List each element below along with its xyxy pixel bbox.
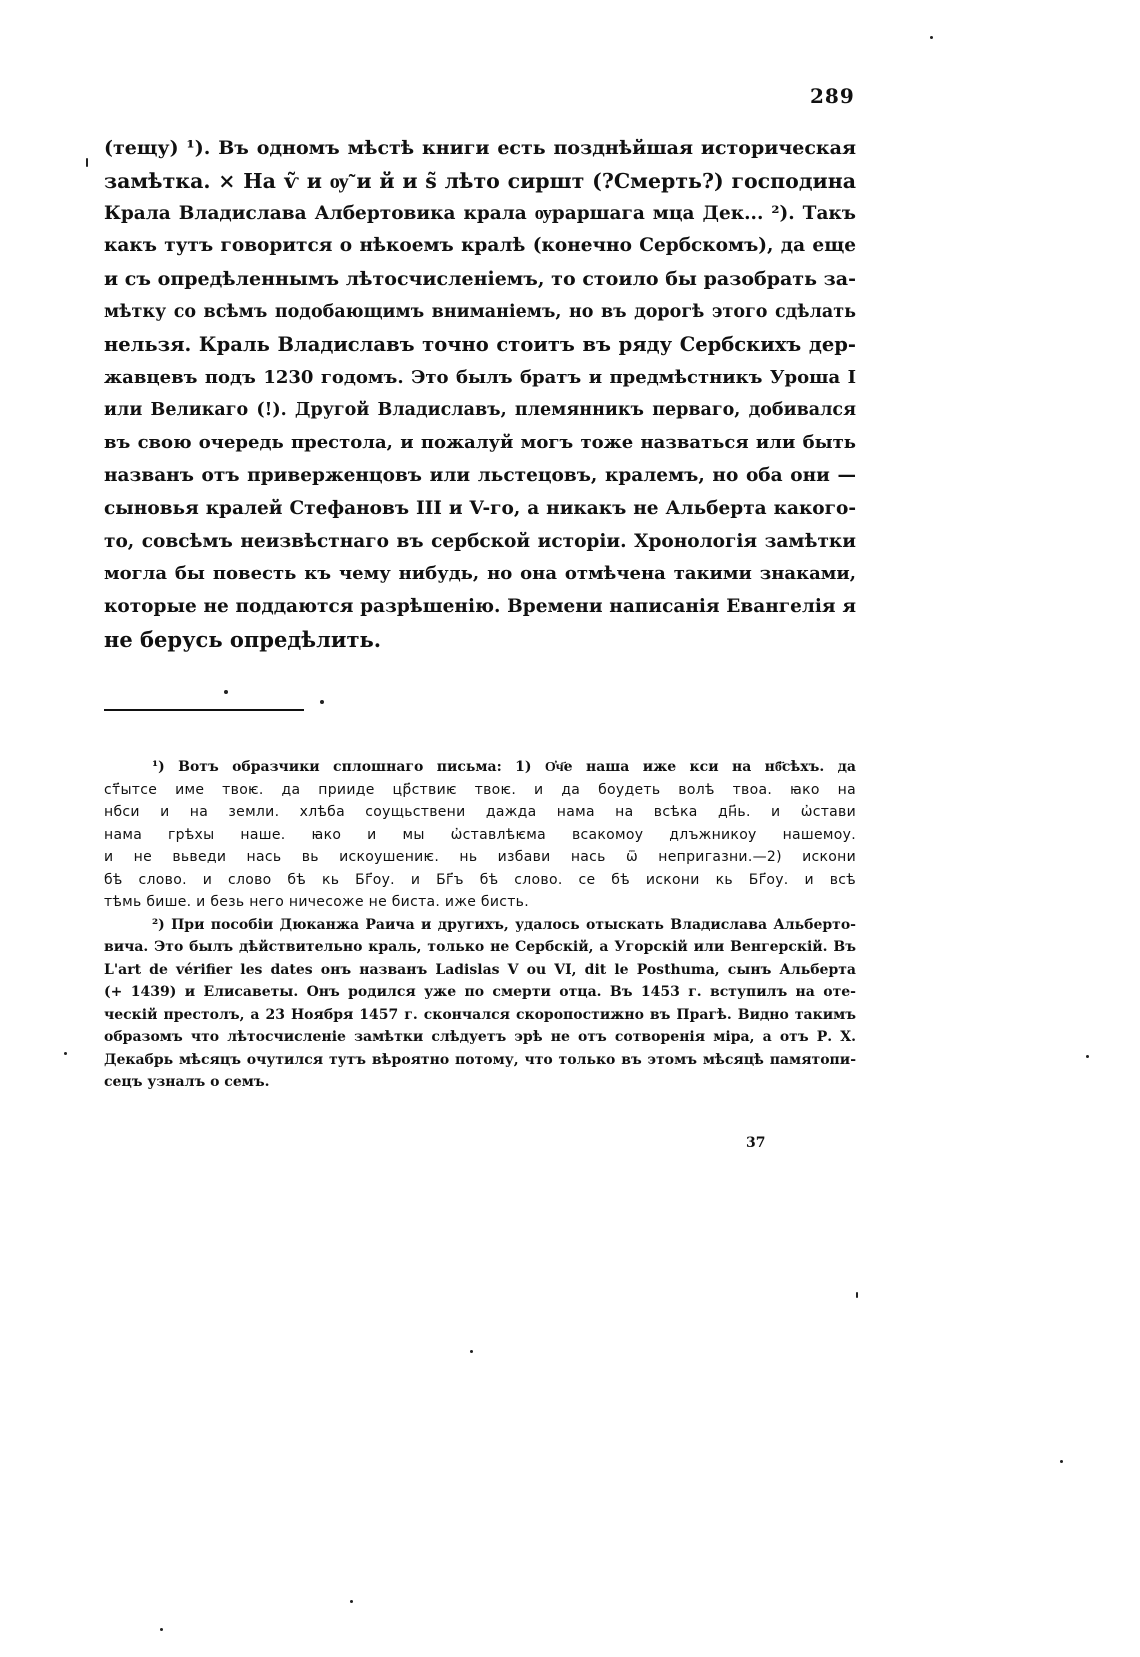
- text-line: не берусь опредѣлить.: [104, 626, 382, 652]
- text-line: и съ опредѣленнымъ лѣтосчисленіемъ, то стоило бы разобрать за-: [104, 268, 856, 291]
- footnote-line: нбси и на земли. хлѣба соущьствени дажда нама на всѣка дн҃ь. и ѡ҆стави: [104, 804, 856, 820]
- footnote-line: бѣ слово. и слово бѣ кь Бг҃оу. и Бг҃ъ бѣ слово. се бѣ искони кь Бг҃оу. и всѣ: [104, 871, 856, 888]
- footnote-line: вича. Это былъ дѣйствительно краль, только не Сербскій, а Угорскій или Венгерскій. Въ: [104, 939, 856, 955]
- text-line: то, совсѣмъ неизвѣстнаго въ сербской исторіи. Хронологія замѣтки: [104, 530, 856, 552]
- text-line: жавцевъ подъ 1230 годомъ. Это былъ братъ и предмѣстникъ Уроша I: [104, 366, 856, 388]
- text-line: названъ отъ приверженцовъ или льстецовъ, кралемъ, но оба они —: [104, 464, 856, 486]
- page-number: 289: [810, 84, 855, 108]
- footnote-line: и не вьведи нась вь искоушениѥ. нь избави нась ѿ непригазни.—2) искони: [104, 849, 856, 865]
- text-line: которые не поддаются разрѣшенію. Времени написанія Евангелія я: [104, 596, 856, 618]
- scan-speck: [320, 700, 324, 704]
- footnote-line: Декабрь мѣсяцъ очутился тутъ вѣроятно потому, что только въ этомъ мѣсяцѣ памятопи-: [104, 1051, 856, 1068]
- main-text: [104, 132, 856, 657]
- text-line: какъ тутъ говорится о нѣкоемъ кралѣ (конечно Сербскомъ), да еще: [104, 235, 856, 257]
- scan-speck: [856, 1292, 858, 1298]
- scan-speck: [224, 690, 228, 694]
- text-line: замѣтка. × На ѵ̃ и ѹ̃ и й и ѕ̃ лѣто сиршт (?Смерть?) господина: [104, 168, 856, 193]
- footnote-line: ²) При пособіи Дюканжа Раича и другихъ, удалось отыскать Владислава Альберто-: [152, 916, 856, 933]
- signature-mark: 37: [746, 1135, 766, 1151]
- scan-speck: [470, 1350, 473, 1353]
- scan-speck: [350, 1600, 353, 1603]
- text-line: въ свою очередь престола, и пожалуй могъ тоже назваться или быть: [104, 432, 856, 454]
- text-line: или Великаго (!). Другой Владиславъ, племянникъ перваго, добивался: [104, 400, 856, 421]
- text-line: (тещу) ¹). Въ одномъ мѣстѣ книги есть позднѣйшая историческая: [104, 137, 856, 159]
- text-line: Крала Владислава Албертовика крала ѹраршага мца Дек... ²). Такъ: [104, 202, 856, 224]
- footnote-2: [104, 914, 856, 1094]
- scan-speck: [160, 1628, 163, 1631]
- footnote-divider: [104, 709, 304, 711]
- scan-speck: [1060, 1460, 1063, 1463]
- footnote-line: (+ 1439) и Елисаветы. Онъ родился уже по смерти отца. Въ 1453 г. вступилъ на оте-: [104, 984, 856, 1000]
- footnote-line: ¹) Вотъ образчики сплошнаго письма: 1) О҆ч҃е наша иже кси на нб҃сѣхъ. да: [152, 759, 856, 775]
- footnote-line: тѣмь бише. и безь него ничесоже не биста. иже бисть.: [104, 894, 529, 910]
- footnote-line: ческій престолъ, а 23 Ноября 1457 г. скончался скоропостижно въ Прагѣ. Видно такимъ: [104, 1006, 856, 1023]
- footnote-line: нама грѣхы наше. ꙗко и мы ѡ҆ставлѣѥма всакомоу длъжникоу нашемоу.: [104, 826, 856, 843]
- scan-speck: [64, 1052, 67, 1055]
- footnotes: [104, 756, 856, 1094]
- footnote-line: сецъ узналъ о семъ.: [104, 1074, 270, 1090]
- footnote-line: ст҃ытсе име твоѥ. да прииде цр҃ствиѥ твоѥ. и да боудеть волѣ твоа. ꙗко на: [104, 781, 856, 798]
- footnote-line: L'art de vérifier les dates онъ названъ Ladislas V ou VI, dit le Posthuma, сынъ Альберта: [104, 961, 856, 978]
- text-line: могла бы повесть къ чему нибудь, но она отмѣчена такими знаками,: [104, 563, 856, 585]
- scan-speck: [1086, 1055, 1089, 1058]
- text-line: сыновья кралей Стефановъ III и V-го, а никакъ не Альберта какого-: [104, 497, 856, 519]
- footnote-line: образомъ что лѣтосчисленіе замѣтки слѣдуетъ эрѣ не отъ сотворенія міра, а отъ Р. Х.: [104, 1029, 856, 1045]
- text-line: мѣтку со всѣмъ подобающимъ вниманіемъ, но въ дорогѣ этого сдѣлать: [104, 301, 856, 322]
- footnote-1: [104, 756, 856, 914]
- scan-speck: [86, 158, 88, 167]
- text-line: нельзя. Краль Владиславъ точно стоитъ въ ряду Сербскихъ дер-: [104, 332, 856, 356]
- scan-speck: [930, 36, 933, 39]
